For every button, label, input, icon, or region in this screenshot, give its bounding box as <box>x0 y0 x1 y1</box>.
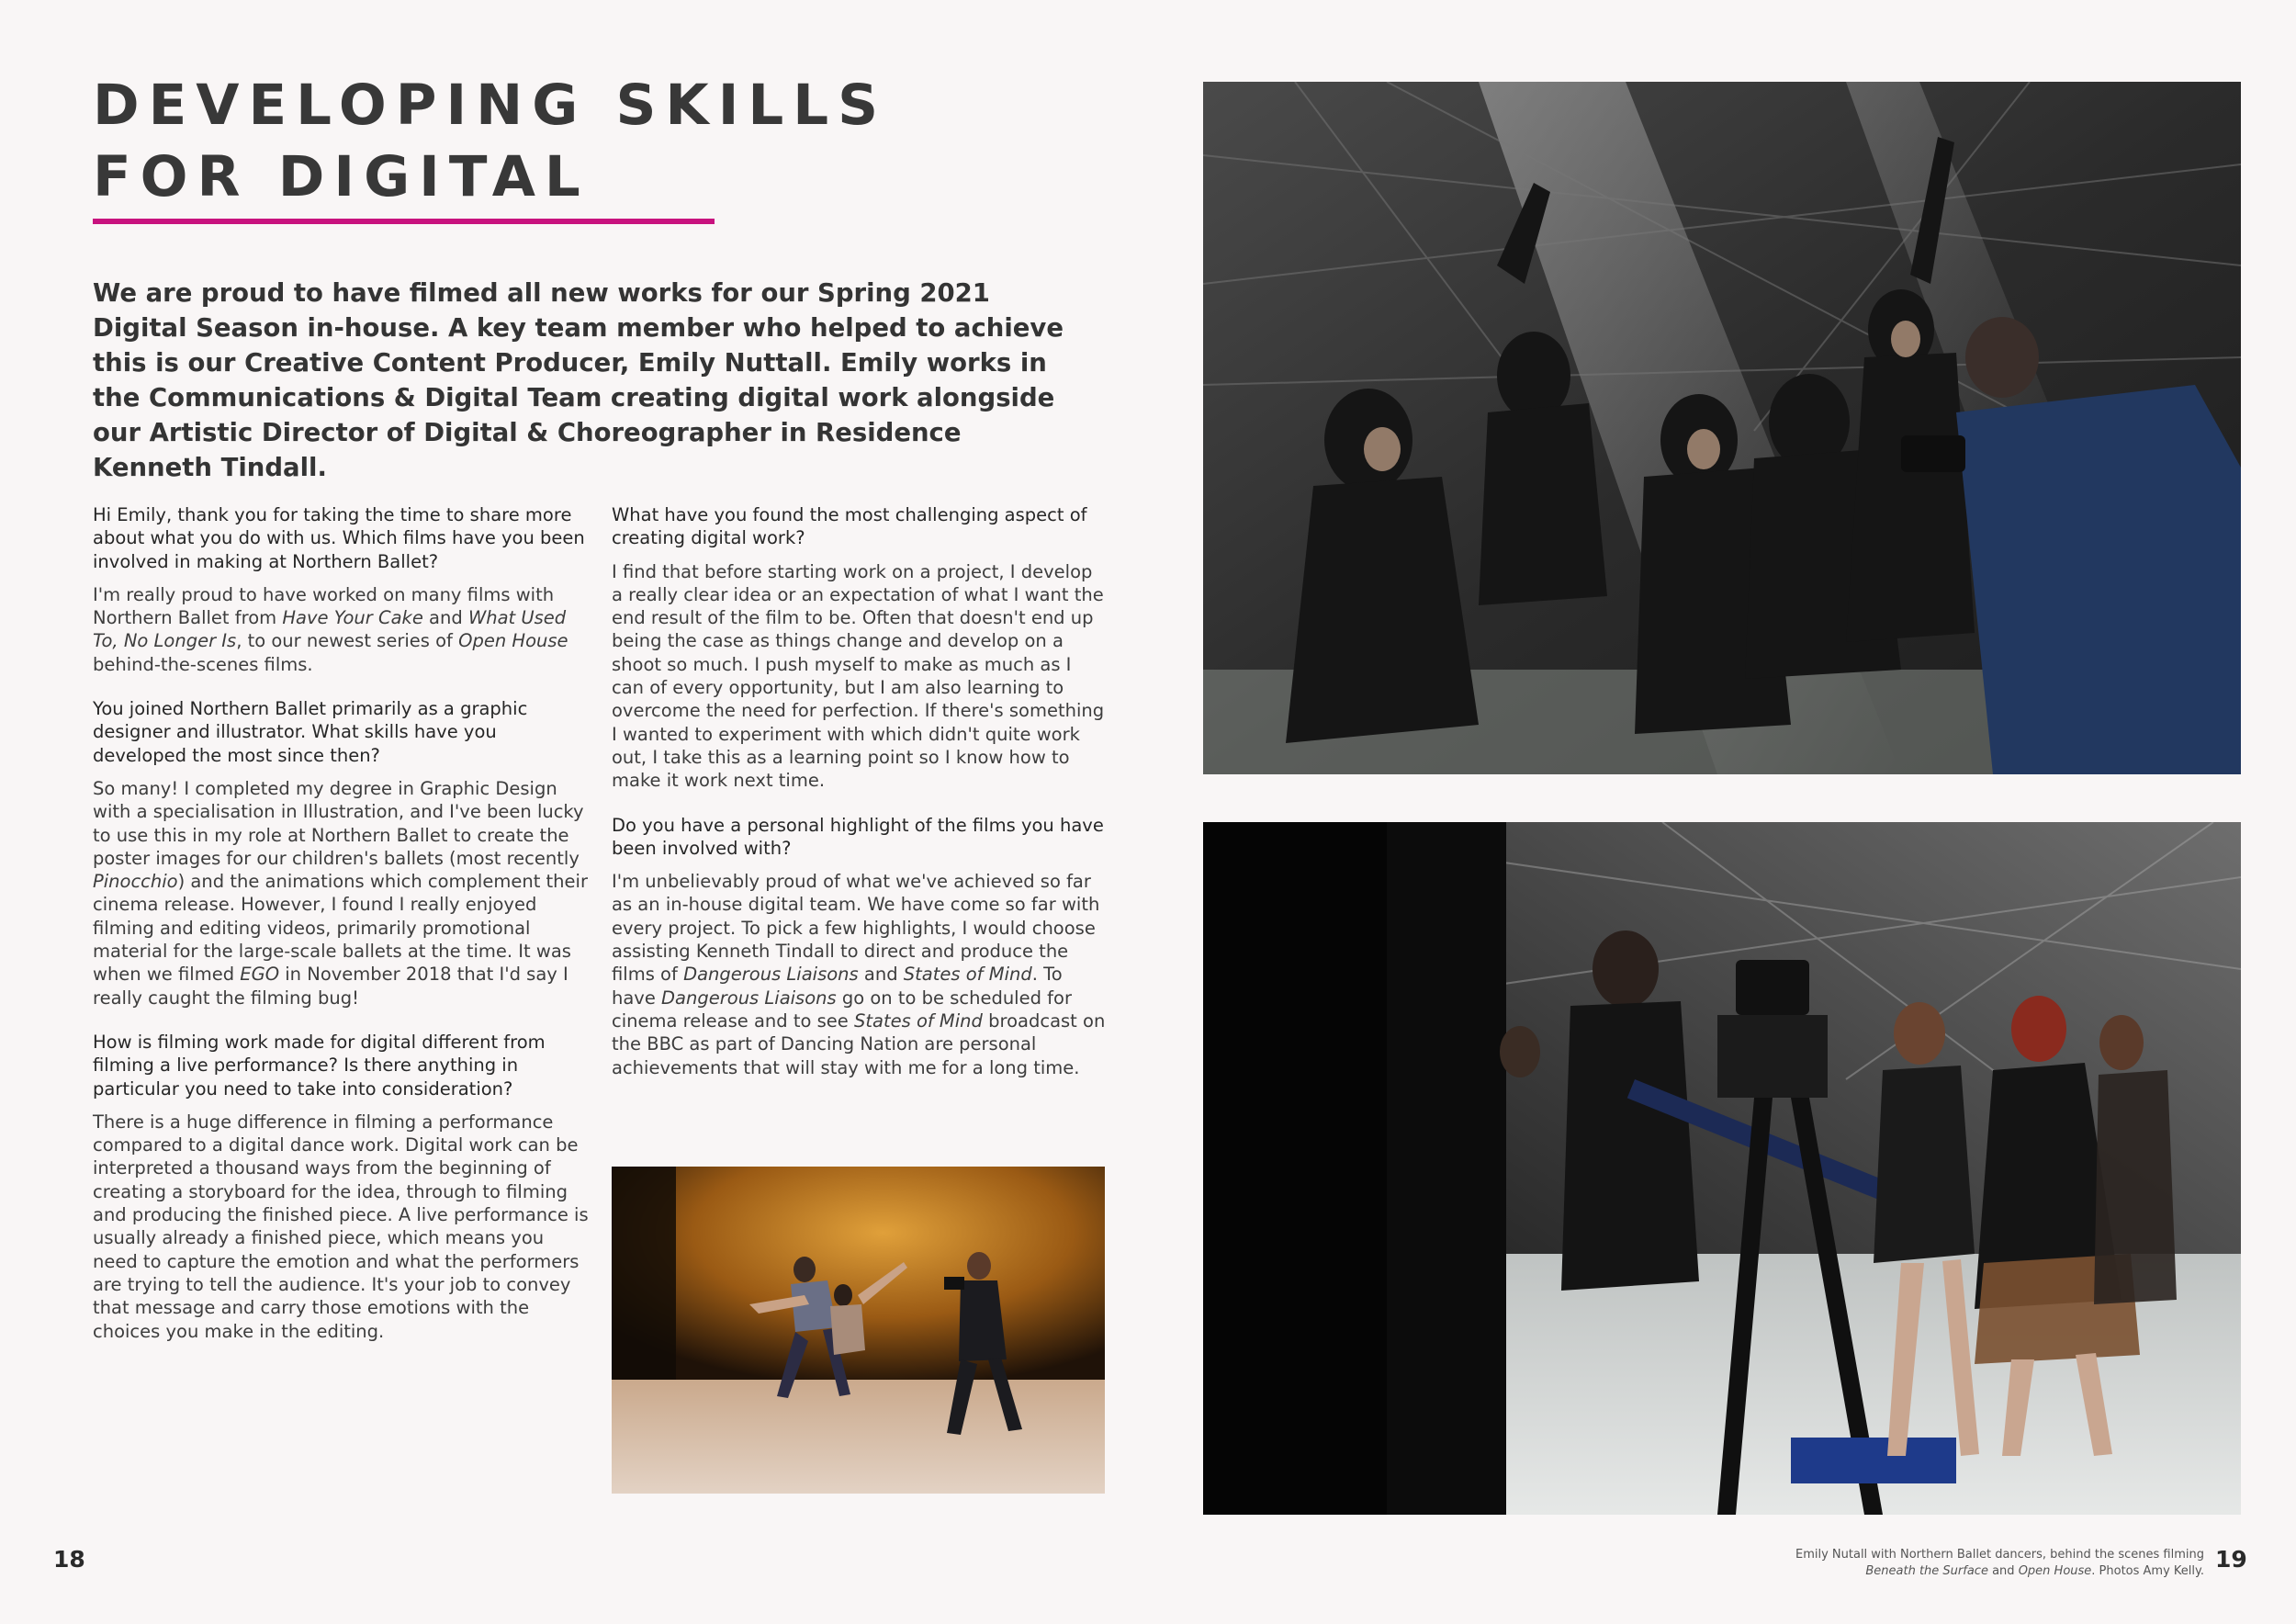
photo-caption <box>1561 1547 2204 1580</box>
intro-text: We are proud to have filmed all new works for our Spring 2021 Digital Season in-house. A key team member who helped to achieve this is our Creative Content Producer, Emily Nuttall. Emily works in the Communications & Digital Team creating digital work alongside our Artistic Director of Digital & Choreographer in Residence Kenneth Tindall. <box>93 278 1064 482</box>
answer-2: So many! I completed my degree in Graphic Design with a specialisation in Illustration, and I've been lucky to use this in my role at Northern Ballet to create the poster images for our children's ballets (most recently Pinocchio) and the animations which complement their cinema release. However, I found I really enjoyed filming and editing videos, primarily promotional material for the large-scale ballets at the time. It was when we filmed EGO in November 2018 that I'd say I really caught the filming bug! <box>93 777 588 1009</box>
page-number-left: 18 <box>53 1546 85 1573</box>
ballet-title: Pinocchio <box>93 871 178 893</box>
film-title: Open House <box>2018 1564 2092 1578</box>
intro-paragraph <box>93 276 1085 485</box>
film-title: What Used To, No Longer Is <box>93 607 567 652</box>
answer-3: There is a huge difference in filming a performance compared to a digital dance work. Digital work can be interpreted a thousand ways from the beginning of creating a storyboard for the idea, through to filming and producing the finished piece. A live performance is usually already a finished piece, which means you need to capture the emotion and what the performers are trying to tell the audience. It's your job to convey that message and carry those emotions with the choices you make in the editing. <box>93 1111 589 1342</box>
question-2: You joined Northern Ballet primarily as a graphic designer and illustrator. What skills have you developed the most since then? <box>93 698 528 766</box>
film-title: Dangerous Liaisons <box>683 964 859 986</box>
question-4: What have you found the most challenging aspect of creating digital work? <box>612 504 1087 549</box>
title-line-1: DEVELOPING SKILLS <box>93 73 888 138</box>
caption-line-1: Emily Nutall with Northern Ballet dancers, behind the scenes filming <box>1795 1548 2204 1562</box>
film-title: Dangerous Liaisons <box>661 987 837 1009</box>
page-number-right: 19 <box>2215 1546 2247 1573</box>
title-underline <box>93 219 715 224</box>
answer-5: I'm unbelievably proud of what we've achieved so far as an in-house digital team. We have come so far with every project. To pick a few highlights, I would choose assisting Kenneth Tindall to direct and produce the films of Dangerous Liaisons and States of Mind. To have Dangerous Liaisons go on to be scheduled for cinema release and to see States of Mind broadcast on the BBC as part of Dancing Nation are personal achievements that will stay with me for a long time. <box>612 871 1106 1078</box>
question-5: Do you have a personal highlight of the films you have been involved with? <box>612 814 1104 859</box>
film-title: Open House <box>458 630 568 652</box>
interview-column-left <box>93 503 589 1364</box>
photo-dancers-dark-set <box>1203 82 2241 774</box>
photo-camera-rig-dancers <box>1203 822 2241 1515</box>
film-title: EGO <box>240 964 280 986</box>
question-3: How is filming work made for digital different from filming a live performance? Is there anything in particular you need to take into consideration? <box>93 1031 546 1100</box>
caption-line-2: Beneath the Surface and Open House. Photos Amy Kelly. <box>1865 1564 2204 1578</box>
film-title: States of Mind <box>903 964 1032 986</box>
title-line-2: FOR DIGITAL <box>93 144 590 209</box>
film-title: States of Mind <box>853 1009 983 1032</box>
page-title <box>93 70 919 213</box>
film-title: Beneath the Surface <box>1865 1564 1988 1578</box>
photo-stage-filming <box>612 1167 1105 1494</box>
film-title: Have Your Cake <box>282 607 423 629</box>
answer-4: I find that before starting work on a project, I develop a really clear idea or an expectation of what I want the end result of the film to be. Often that doesn't end up being the case as things change and develop on a shoot so much. I push myself to make as much as I can of every opportunity, but I am also learning to overcome the need for perfection. If there's something I wanted to experiment with which didn't quite work out, I take this as a learning point so I know how to make it work next time. <box>612 560 1105 792</box>
answer-1: I'm really proud to have worked on many films with Northern Ballet from Have Your Cake and What Used To, No Longer Is, to our newest series of Open House behind-the-scenes films. <box>93 583 568 675</box>
question-1: Hi Emily, thank you for taking the time to share more about what you do with us. Which films have you been involved in making at Northern Ballet? <box>93 504 585 572</box>
interview-column-right <box>612 503 1108 1100</box>
